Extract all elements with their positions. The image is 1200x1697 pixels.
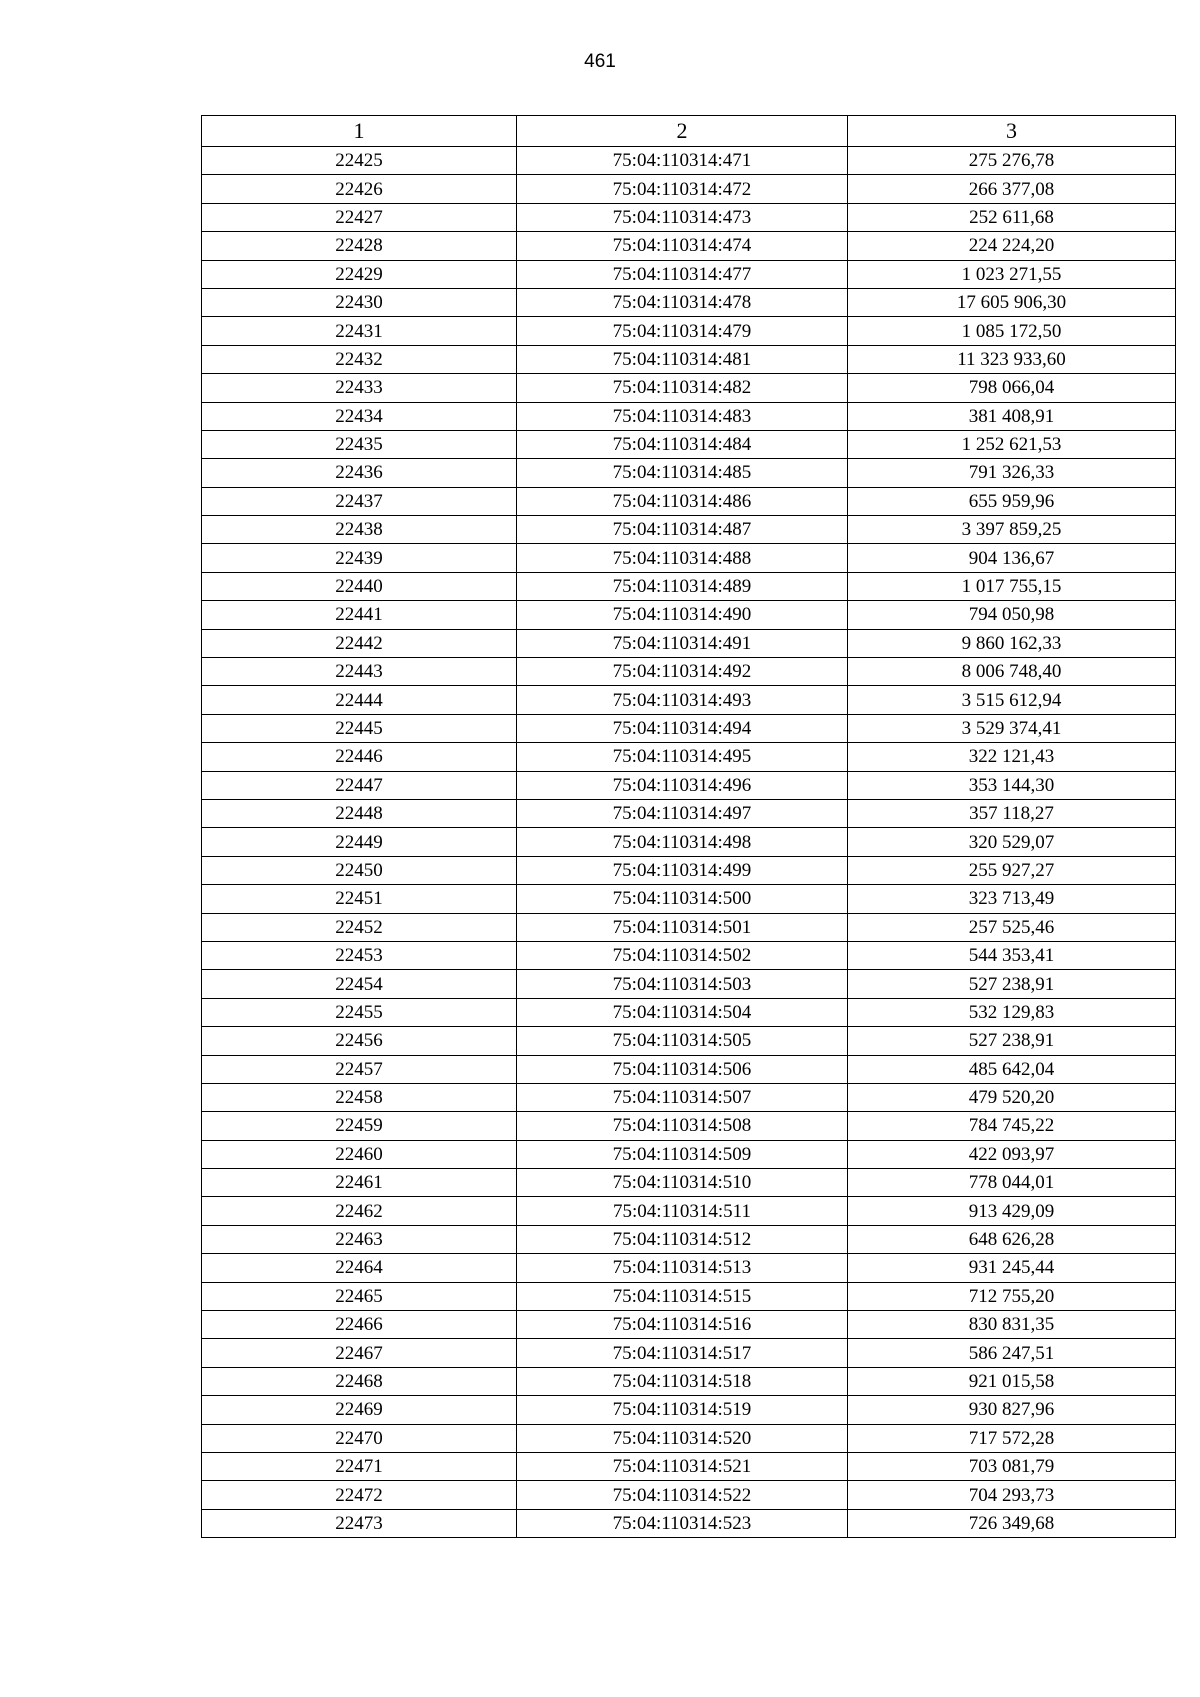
value-cell: 8 006 748,40 [848, 658, 1176, 686]
table-row [202, 175, 1176, 203]
value-cell: 275 276,78 [848, 147, 1176, 175]
table-row [202, 430, 1176, 458]
value-cell: 784 745,22 [848, 1112, 1176, 1140]
table-row [202, 799, 1176, 827]
table-row [202, 402, 1176, 430]
value-cell: 931 245,44 [848, 1254, 1176, 1282]
row-number-cell: 22440 [202, 572, 517, 600]
value-cell: 527 238,91 [848, 1027, 1176, 1055]
cadastral-number-cell: 75:04:110314:482 [517, 374, 848, 402]
table-row [202, 941, 1176, 969]
cadastral-number-cell: 75:04:110314:471 [517, 147, 848, 175]
value-cell: 17 605 906,30 [848, 288, 1176, 316]
cadastral-number-cell: 75:04:110314:479 [517, 317, 848, 345]
value-cell: 1 085 172,50 [848, 317, 1176, 345]
value-cell: 485 642,04 [848, 1055, 1176, 1083]
row-number-cell: 22472 [202, 1481, 517, 1509]
value-cell: 704 293,73 [848, 1481, 1176, 1509]
row-number-cell: 22427 [202, 203, 517, 231]
row-number-cell: 22445 [202, 714, 517, 742]
cadastral-number-cell: 75:04:110314:510 [517, 1169, 848, 1197]
table-row [202, 970, 1176, 998]
row-number-cell: 22453 [202, 941, 517, 969]
table-row [202, 771, 1176, 799]
value-cell: 586 247,51 [848, 1339, 1176, 1367]
cadastral-number-cell: 75:04:110314:515 [517, 1282, 848, 1310]
cadastral-number-cell: 75:04:110314:487 [517, 516, 848, 544]
table-row [202, 998, 1176, 1026]
table-row [202, 1282, 1176, 1310]
table-row [202, 743, 1176, 771]
cadastral-number-cell: 75:04:110314:507 [517, 1083, 848, 1111]
row-number-cell: 22449 [202, 828, 517, 856]
value-cell: 655 959,96 [848, 487, 1176, 515]
cadastral-number-cell: 75:04:110314:498 [517, 828, 848, 856]
column-header-3: 3 [848, 116, 1176, 147]
row-number-cell: 22457 [202, 1055, 517, 1083]
value-cell: 255 927,27 [848, 856, 1176, 884]
value-cell: 1 017 755,15 [848, 572, 1176, 600]
value-cell: 904 136,67 [848, 544, 1176, 572]
table-row [202, 345, 1176, 373]
table-row [202, 856, 1176, 884]
value-cell: 1 023 271,55 [848, 260, 1176, 288]
cadastral-number-cell: 75:04:110314:478 [517, 288, 848, 316]
table-row [202, 1254, 1176, 1282]
row-number-cell: 22428 [202, 232, 517, 260]
table-row [202, 629, 1176, 657]
value-cell: 648 626,28 [848, 1225, 1176, 1253]
cadastral-number-cell: 75:04:110314:499 [517, 856, 848, 884]
cadastral-number-cell: 75:04:110314:512 [517, 1225, 848, 1253]
cadastral-number-cell: 75:04:110314:504 [517, 998, 848, 1026]
value-cell: 712 755,20 [848, 1282, 1176, 1310]
value-cell: 479 520,20 [848, 1083, 1176, 1111]
row-number-cell: 22473 [202, 1509, 517, 1537]
cadastral-number-cell: 75:04:110314:519 [517, 1396, 848, 1424]
value-cell: 1 252 621,53 [848, 430, 1176, 458]
row-number-cell: 22432 [202, 345, 517, 373]
row-number-cell: 22436 [202, 459, 517, 487]
cadastral-number-cell: 75:04:110314:520 [517, 1424, 848, 1452]
value-cell: 913 429,09 [848, 1197, 1176, 1225]
row-number-cell: 22458 [202, 1083, 517, 1111]
value-cell: 322 121,43 [848, 743, 1176, 771]
row-number-cell: 22439 [202, 544, 517, 572]
cadastral-number-cell: 75:04:110314:489 [517, 572, 848, 600]
table-row [202, 260, 1176, 288]
table-row [202, 1112, 1176, 1140]
value-cell: 320 529,07 [848, 828, 1176, 856]
table-row [202, 1027, 1176, 1055]
value-cell: 921 015,58 [848, 1367, 1176, 1395]
value-cell: 323 713,49 [848, 885, 1176, 913]
table-row [202, 885, 1176, 913]
row-number-cell: 22434 [202, 402, 517, 430]
table-row [202, 601, 1176, 629]
value-cell: 266 377,08 [848, 175, 1176, 203]
page-number: 461 [584, 51, 616, 72]
row-number-cell: 22448 [202, 799, 517, 827]
cadastral-number-cell: 75:04:110314:497 [517, 799, 848, 827]
header-row [202, 116, 1176, 147]
table-row [202, 714, 1176, 742]
table-row [202, 1140, 1176, 1168]
cadastral-number-cell: 75:04:110314:477 [517, 260, 848, 288]
table-row [202, 516, 1176, 544]
table-row [202, 1311, 1176, 1339]
row-number-cell: 22465 [202, 1282, 517, 1310]
value-cell: 798 066,04 [848, 374, 1176, 402]
table-row [202, 1481, 1176, 1509]
column-header-2: 2 [517, 116, 848, 147]
row-number-cell: 22466 [202, 1311, 517, 1339]
value-cell: 791 326,33 [848, 459, 1176, 487]
cadastral-number-cell: 75:04:110314:518 [517, 1367, 848, 1395]
value-cell: 357 118,27 [848, 799, 1176, 827]
table-row [202, 459, 1176, 487]
table-row [202, 317, 1176, 345]
cadastral-number-cell: 75:04:110314:502 [517, 941, 848, 969]
table-row [202, 1339, 1176, 1367]
row-number-cell: 22460 [202, 1140, 517, 1168]
cadastral-number-cell: 75:04:110314:485 [517, 459, 848, 487]
cadastral-number-cell: 75:04:110314:501 [517, 913, 848, 941]
value-cell: 9 860 162,33 [848, 629, 1176, 657]
value-cell: 422 093,97 [848, 1140, 1176, 1168]
row-number-cell: 22461 [202, 1169, 517, 1197]
row-number-cell: 22437 [202, 487, 517, 515]
table-row [202, 1197, 1176, 1225]
row-number-cell: 22450 [202, 856, 517, 884]
value-cell: 224 224,20 [848, 232, 1176, 260]
value-cell: 717 572,28 [848, 1424, 1176, 1452]
value-cell: 3 397 859,25 [848, 516, 1176, 544]
table-row [202, 203, 1176, 231]
cadastral-number-cell: 75:04:110314:473 [517, 203, 848, 231]
cadastral-number-cell: 75:04:110314:509 [517, 1140, 848, 1168]
row-number-cell: 22470 [202, 1424, 517, 1452]
table-row [202, 487, 1176, 515]
row-number-cell: 22459 [202, 1112, 517, 1140]
cadastral-number-cell: 75:04:110314:486 [517, 487, 848, 515]
row-number-cell: 22425 [202, 147, 517, 175]
cadastral-number-cell: 75:04:110314:483 [517, 402, 848, 430]
cadastral-number-cell: 75:04:110314:495 [517, 743, 848, 771]
cadastral-number-cell: 75:04:110314:511 [517, 1197, 848, 1225]
table-row [202, 686, 1176, 714]
value-cell: 257 525,46 [848, 913, 1176, 941]
table-header [202, 116, 1176, 147]
cadastral-number-cell: 75:04:110314:484 [517, 430, 848, 458]
row-number-cell: 22454 [202, 970, 517, 998]
row-number-cell: 22431 [202, 317, 517, 345]
row-number-cell: 22463 [202, 1225, 517, 1253]
cadastral-number-cell: 75:04:110314:481 [517, 345, 848, 373]
row-number-cell: 22469 [202, 1396, 517, 1424]
cadastral-number-cell: 75:04:110314:496 [517, 771, 848, 799]
table-row [202, 572, 1176, 600]
table-row [202, 1452, 1176, 1480]
table-row [202, 147, 1176, 175]
cadastral-number-cell: 75:04:110314:490 [517, 601, 848, 629]
table-row [202, 544, 1176, 572]
cadastral-number-cell: 75:04:110314:516 [517, 1311, 848, 1339]
cadastral-number-cell: 75:04:110314:522 [517, 1481, 848, 1509]
cadastral-number-cell: 75:04:110314:494 [517, 714, 848, 742]
table-row [202, 1396, 1176, 1424]
table-row [202, 1509, 1176, 1537]
cadastral-number-cell: 75:04:110314:517 [517, 1339, 848, 1367]
cadastral-number-cell: 75:04:110314:493 [517, 686, 848, 714]
table-row [202, 374, 1176, 402]
table-row [202, 1083, 1176, 1111]
value-cell: 930 827,96 [848, 1396, 1176, 1424]
cadastral-number-cell: 75:04:110314:492 [517, 658, 848, 686]
row-number-cell: 22451 [202, 885, 517, 913]
value-cell: 794 050,98 [848, 601, 1176, 629]
row-number-cell: 22435 [202, 430, 517, 458]
row-number-cell: 22433 [202, 374, 517, 402]
value-cell: 3 515 612,94 [848, 686, 1176, 714]
row-number-cell: 22468 [202, 1367, 517, 1395]
data-table [201, 115, 1176, 1538]
cadastral-number-cell: 75:04:110314:474 [517, 232, 848, 260]
row-number-cell: 22446 [202, 743, 517, 771]
value-cell: 726 349,68 [848, 1509, 1176, 1537]
value-cell: 3 529 374,41 [848, 714, 1176, 742]
row-number-cell: 22462 [202, 1197, 517, 1225]
table-row [202, 1169, 1176, 1197]
row-number-cell: 22455 [202, 998, 517, 1026]
table-row [202, 288, 1176, 316]
row-number-cell: 22429 [202, 260, 517, 288]
value-cell: 252 611,68 [848, 203, 1176, 231]
cadastral-number-cell: 75:04:110314:503 [517, 970, 848, 998]
value-cell: 544 353,41 [848, 941, 1176, 969]
table-row [202, 658, 1176, 686]
table-row [202, 1225, 1176, 1253]
row-number-cell: 22430 [202, 288, 517, 316]
row-number-cell: 22464 [202, 1254, 517, 1282]
table-row [202, 913, 1176, 941]
cadastral-number-cell: 75:04:110314:472 [517, 175, 848, 203]
cadastral-number-cell: 75:04:110314:508 [517, 1112, 848, 1140]
value-cell: 703 081,79 [848, 1452, 1176, 1480]
row-number-cell: 22444 [202, 686, 517, 714]
table-body [202, 147, 1176, 1538]
value-cell: 532 129,83 [848, 998, 1176, 1026]
value-cell: 11 323 933,60 [848, 345, 1176, 373]
column-header-1: 1 [202, 116, 517, 147]
table-row [202, 1055, 1176, 1083]
value-cell: 381 408,91 [848, 402, 1176, 430]
value-cell: 830 831,35 [848, 1311, 1176, 1339]
row-number-cell: 22471 [202, 1452, 517, 1480]
cadastral-number-cell: 75:04:110314:500 [517, 885, 848, 913]
value-cell: 527 238,91 [848, 970, 1176, 998]
cadastral-number-cell: 75:04:110314:521 [517, 1452, 848, 1480]
table-row [202, 1367, 1176, 1395]
cadastral-number-cell: 75:04:110314:523 [517, 1509, 848, 1537]
cadastral-number-cell: 75:04:110314:491 [517, 629, 848, 657]
value-cell: 778 044,01 [848, 1169, 1176, 1197]
cadastral-number-cell: 75:04:110314:506 [517, 1055, 848, 1083]
row-number-cell: 22447 [202, 771, 517, 799]
row-number-cell: 22456 [202, 1027, 517, 1055]
row-number-cell: 22452 [202, 913, 517, 941]
table-row [202, 828, 1176, 856]
row-number-cell: 22426 [202, 175, 517, 203]
table-row [202, 1424, 1176, 1452]
row-number-cell: 22443 [202, 658, 517, 686]
row-number-cell: 22442 [202, 629, 517, 657]
value-cell: 353 144,30 [848, 771, 1176, 799]
table-row [202, 232, 1176, 260]
cadastral-number-cell: 75:04:110314:513 [517, 1254, 848, 1282]
cadastral-number-cell: 75:04:110314:505 [517, 1027, 848, 1055]
row-number-cell: 22441 [202, 601, 517, 629]
row-number-cell: 22467 [202, 1339, 517, 1367]
row-number-cell: 22438 [202, 516, 517, 544]
cadastral-number-cell: 75:04:110314:488 [517, 544, 848, 572]
